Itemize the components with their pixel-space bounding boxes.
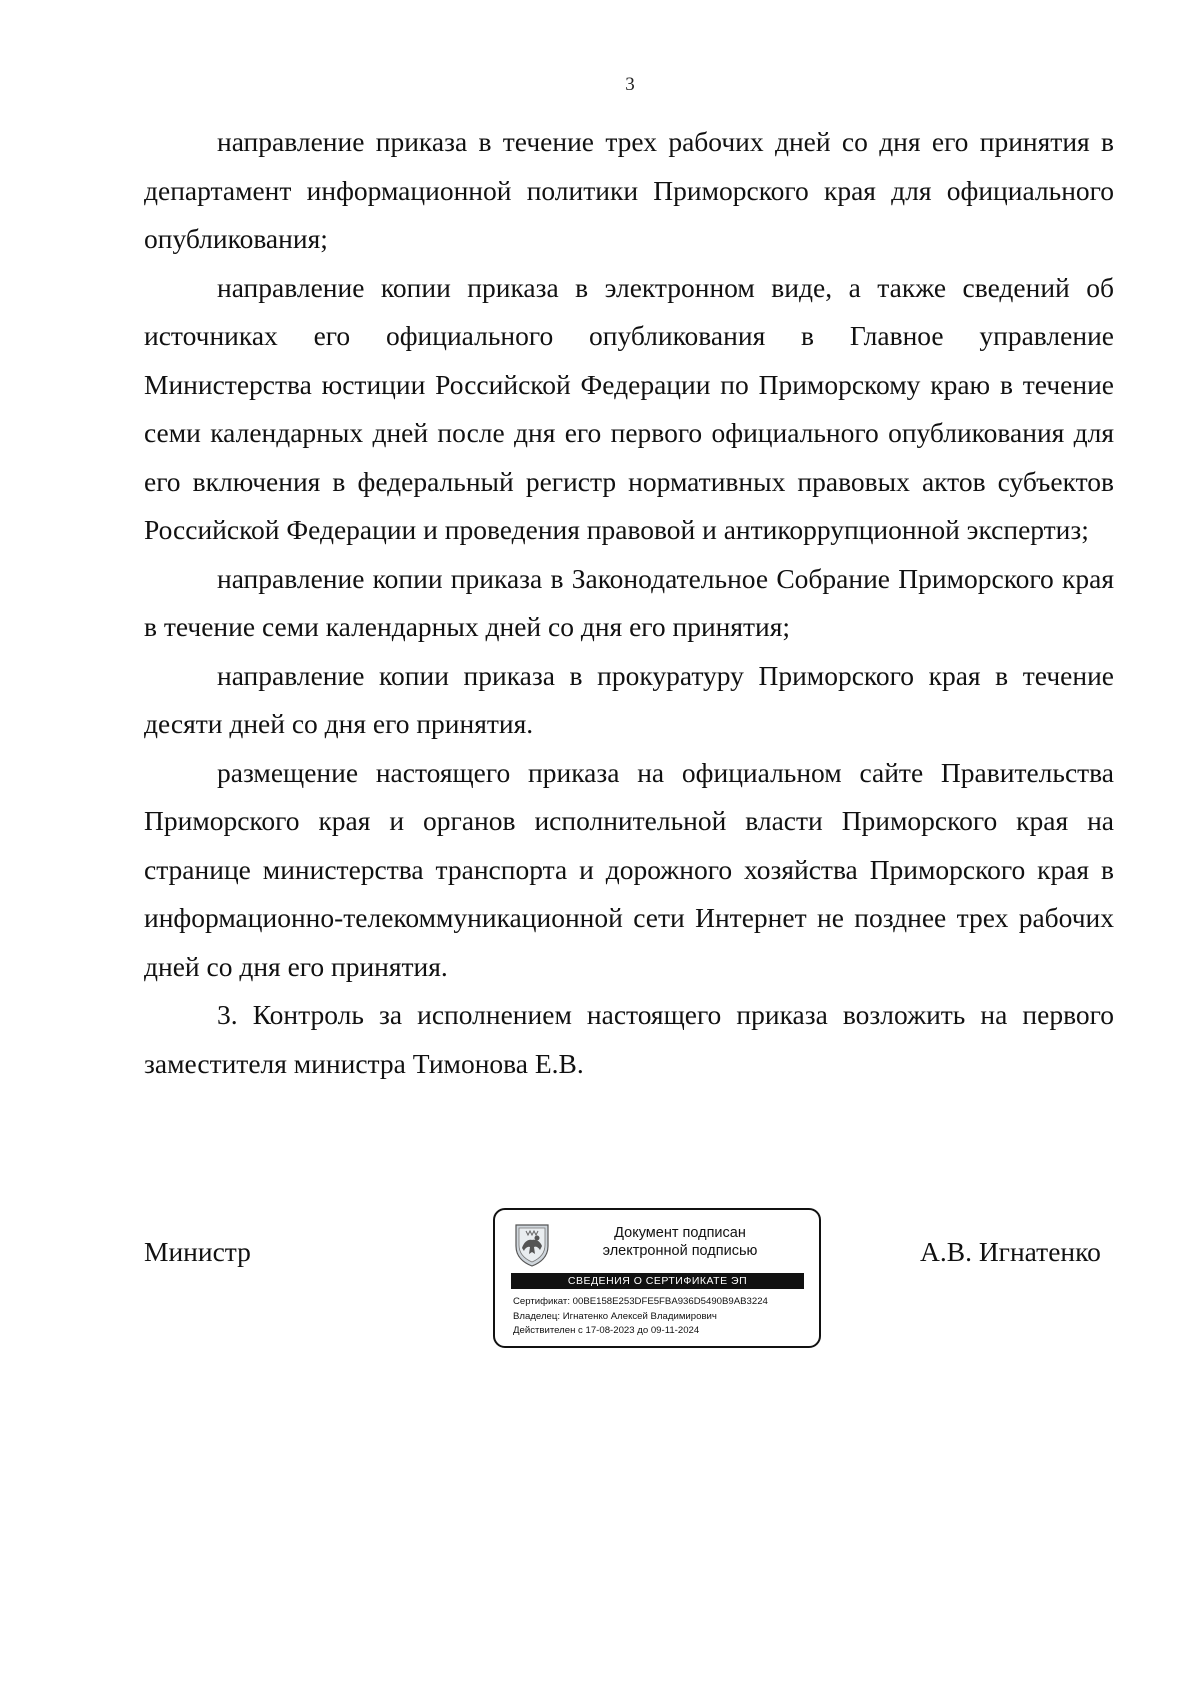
stamp-certificate-number: Сертификат: 00BE158E253DFE5FBA936D5490B9AB3224 [513,1296,768,1307]
signatory-name: А.В. Игнатенко [920,1236,1101,1267]
document-body [144,118,1114,1088]
paragraph-publication: направление приказа в течение трех рабочих дней со дня его принятия в департамент информационной политики Приморского края для официального опубликования; [144,126,1114,254]
signatory-position: Министр [144,1236,251,1267]
primorsky-coat-of-arms-icon [513,1222,551,1268]
stamp-title-line-1: Документ подписан [614,1225,746,1241]
electronic-signature-stamp [493,1208,821,1348]
stamp-owner: Владелец: Игнатенко Алексей Владимирович [513,1310,717,1322]
paragraph-prosecutor: направление копии приказа в прокуратуру Приморского края в течение десяти дней со дня его принятия. [144,659,1114,739]
page-number: 3 [625,74,635,95]
paragraph-ministry-of-justice: направление копии приказа в электронном виде, а также сведений об источниках его официального опубликования в Главное управление Министерства юстиции Российской Федерации по Приморскому краю в течение семи календарных дней после дня его первого официального опубликования для его включения в федеральный регистр нормативных правовых актов субъектов Российской Федерации и проведения правовой и антикоррупционной экспертиз; [144,271,1114,545]
paragraph-control: 3. Контроль за исполнением настоящего приказа возложить на первого заместителя министра Тимонова Е.В. [144,999,1114,1079]
stamp-validity: Действителен с 17-08-2023 до 09-11-2024 [513,1325,700,1336]
stamp-title-line-2: электронной подписью [602,1243,758,1259]
paragraph-legislative-assembly: направление копии приказа в Законодательное Собрание Приморского края в течение семи календарных дней со дня его принятия; [144,562,1114,642]
paragraph-website: размещение настоящего приказа на официальном сайте Правительства Приморского края и органов исполнительной власти Приморского края на странице министерства транспорта и дорожного хозяйства Приморского края в информационно-телекоммуникационной сети Интернет не позднее трех рабочих дней со дня его принятия. [144,756,1114,982]
stamp-certificate-details [513,1295,813,1339]
stamp-title [565,1224,795,1260]
stamp-certificate-header: СВЕДЕНИЯ О СЕРТИФИКАТЕ ЭП [511,1273,804,1289]
